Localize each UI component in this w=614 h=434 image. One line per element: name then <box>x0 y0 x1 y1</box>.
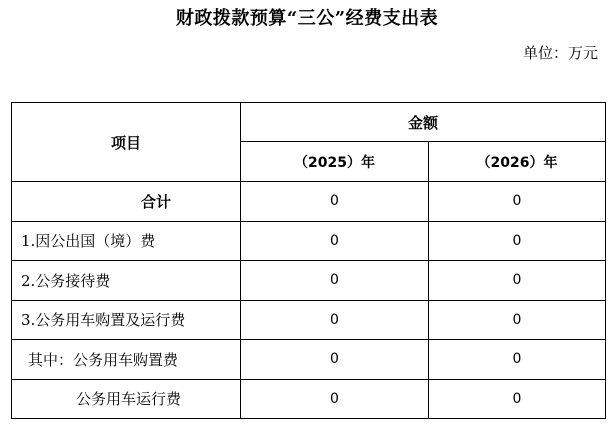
table-row <box>12 221 606 261</box>
header-row <box>12 103 606 142</box>
value-2026: 0 <box>429 261 606 301</box>
value-2026: 0 <box>429 221 606 261</box>
value-2026: 0 <box>429 340 606 380</box>
row-label: 公务用车运行费 <box>12 379 241 419</box>
value-2026: 0 <box>429 300 606 340</box>
value-2025: 0 <box>241 300 429 340</box>
header-year-2026: （2026）年 <box>429 142 606 182</box>
table-row-total <box>12 182 606 222</box>
value-2026: 0 <box>429 379 606 419</box>
header-year-2025: （2025）年 <box>241 142 429 182</box>
value-2026: 0 <box>429 182 606 222</box>
row-label: 其中：公务用车购置费 <box>12 340 241 380</box>
value-2025: 0 <box>241 261 429 301</box>
value-2025: 0 <box>241 379 429 419</box>
row-label: 3.公务用车购置及运行费 <box>12 300 241 340</box>
value-2025: 0 <box>241 182 429 222</box>
row-label: 1.因公出国（境）费 <box>12 221 241 261</box>
table-row <box>12 379 606 419</box>
header-amount: 金额 <box>241 103 606 142</box>
row-label: 合计 <box>12 182 241 222</box>
value-2025: 0 <box>241 340 429 380</box>
table-row <box>12 300 606 340</box>
header-item: 项目 <box>12 103 241 182</box>
table-row <box>12 261 606 301</box>
unit-label: 单位：万元 <box>522 44 598 62</box>
table-row <box>12 340 606 380</box>
page-title: 财政拨款预算“三公”经费支出表 <box>175 8 439 29</box>
row-label: 2.公务接待费 <box>12 261 241 301</box>
value-2025: 0 <box>241 221 429 261</box>
budget-table <box>11 102 606 419</box>
